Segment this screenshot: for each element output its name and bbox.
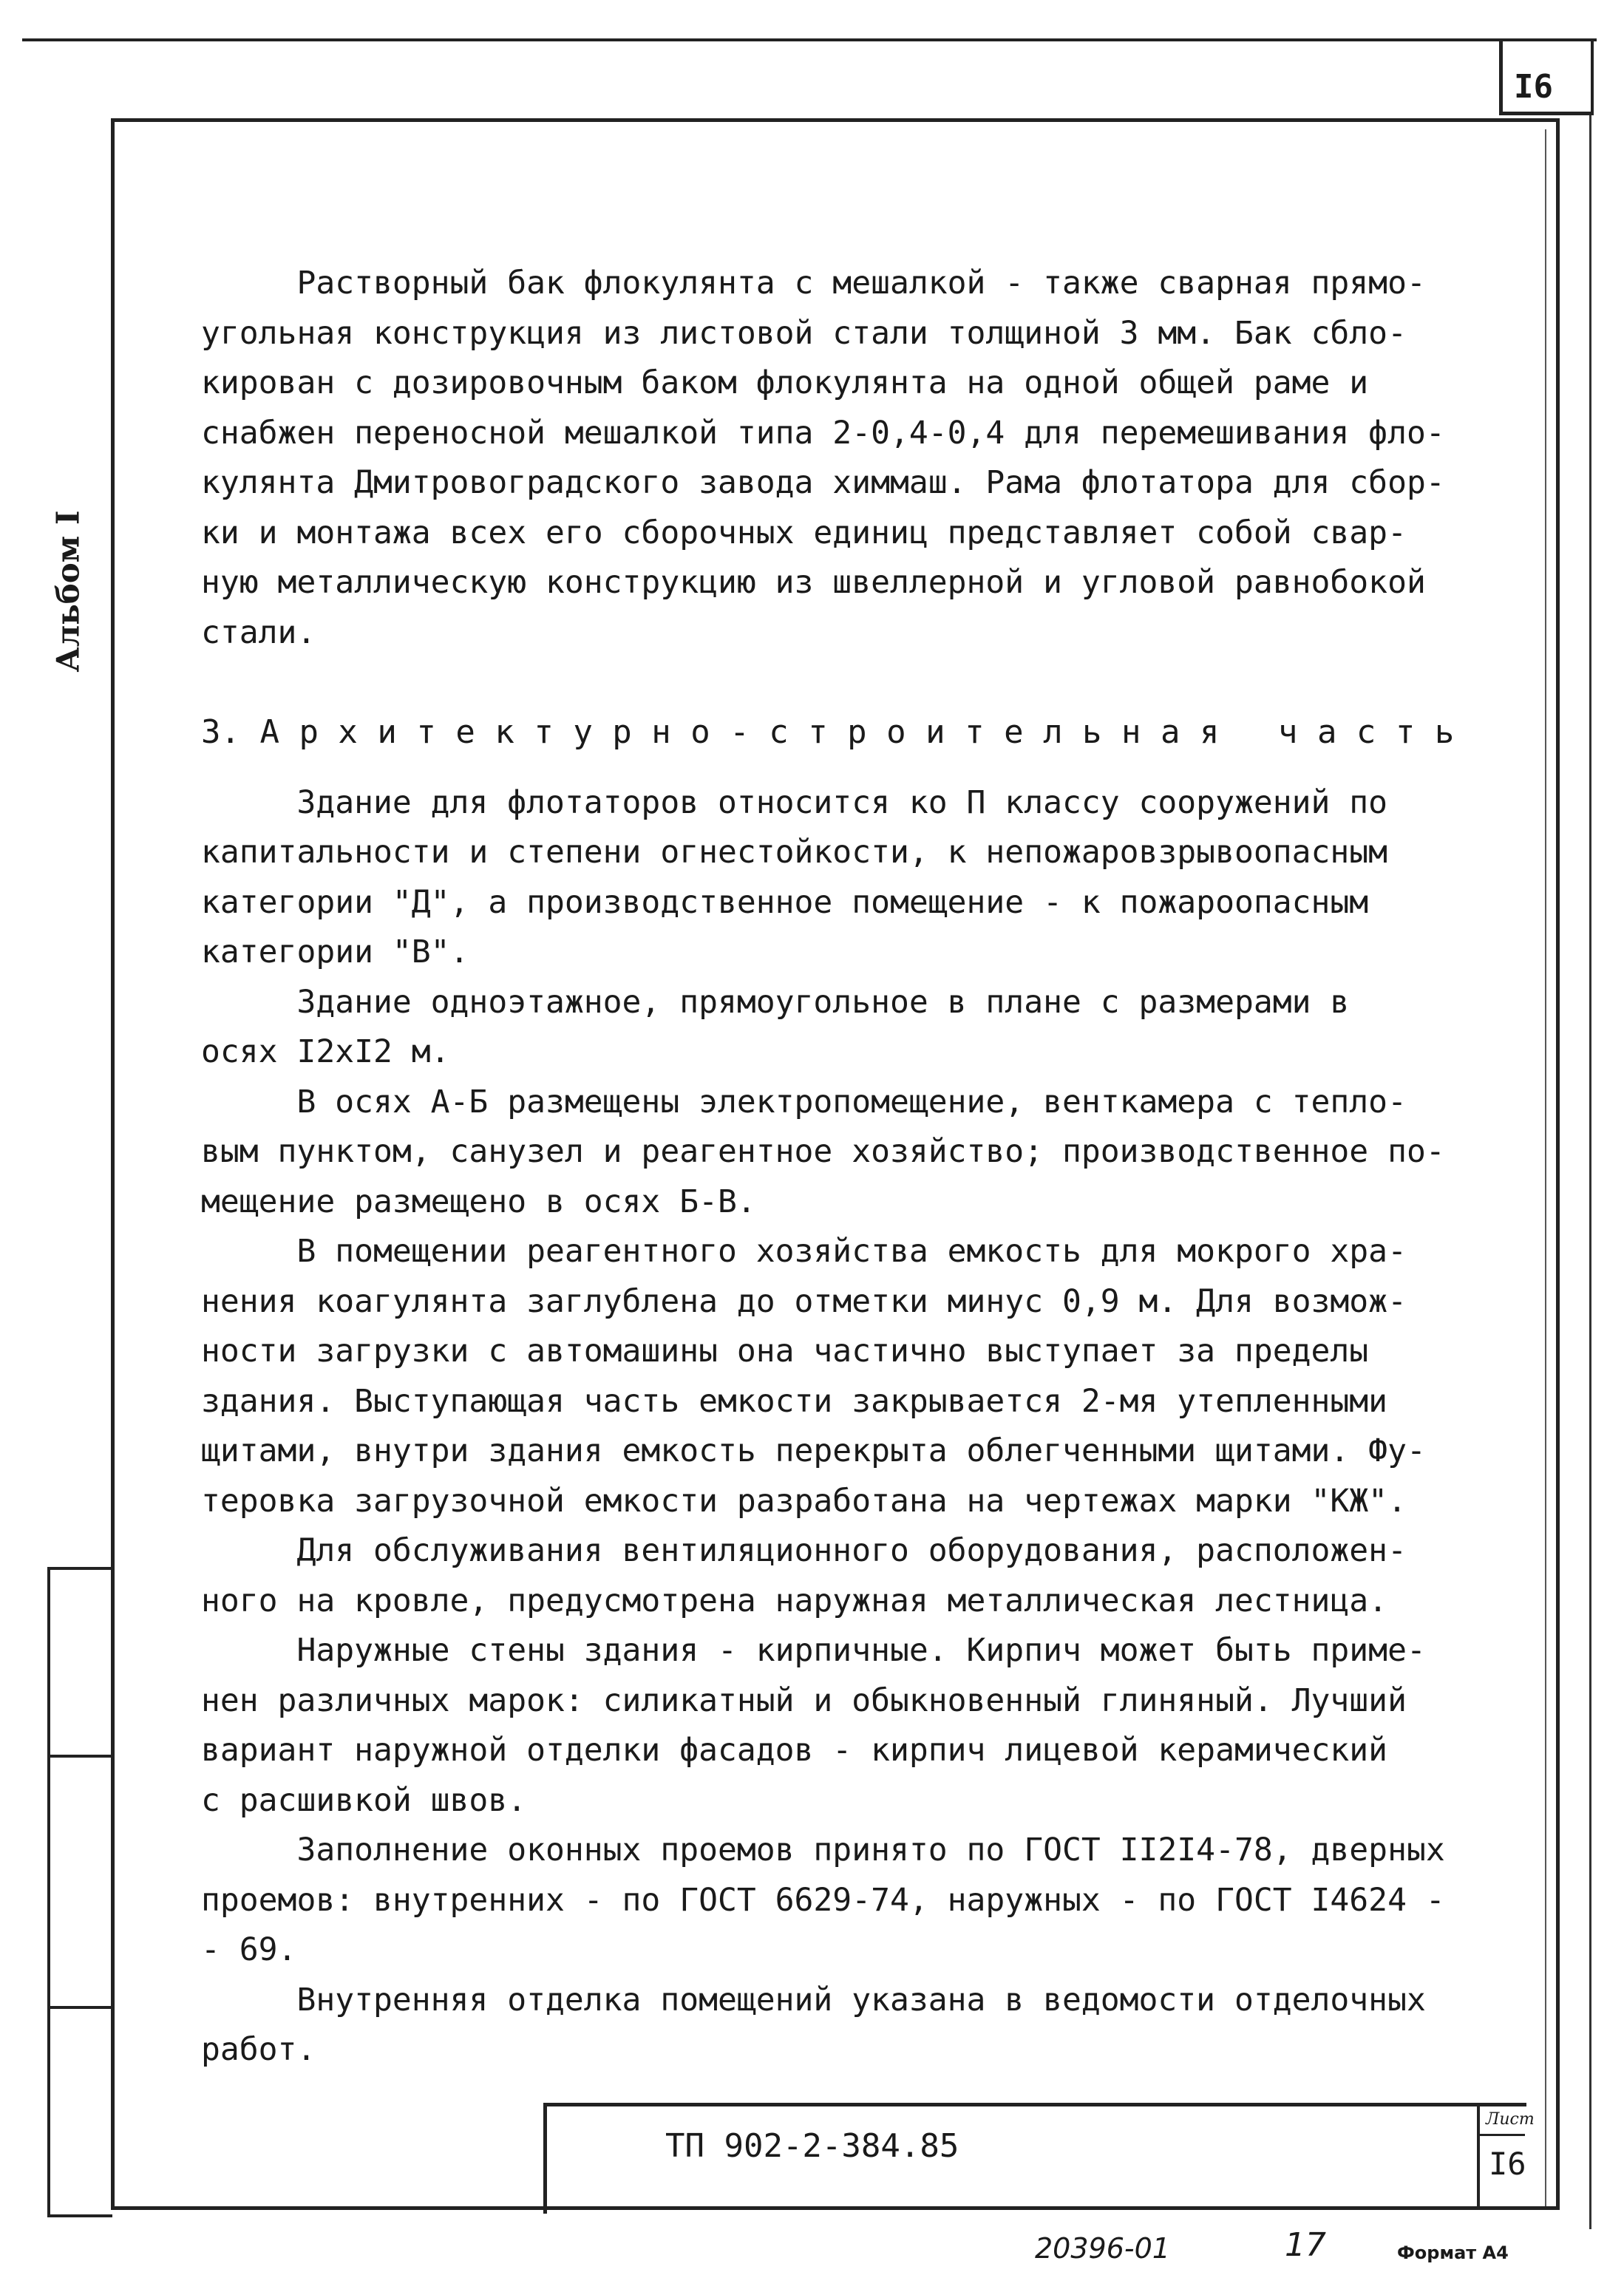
text-line: осях I2хI2 м. — [201, 1033, 450, 1070]
text-line: проемов: внутренних - по ГОСТ 6629-74, наружных - по ГОСТ I4624 - — [201, 1881, 1445, 1919]
text-line: Заполнение оконных проемов принято по ГОСТ II2I4-78, дверных — [201, 1832, 1445, 1868]
text-line: Растворный бак флокулянта с мешалкой - также сварная прямо- — [201, 265, 1426, 302]
text-line: категории "Д", а производственное помещение - к пожароопасным — [201, 883, 1369, 921]
paragraph-building-dimensions — [201, 978, 1532, 1078]
text-line: Наружные стены здания - кирпичные. Кирпич может быть приме- — [201, 1632, 1426, 1669]
page-number: 17 — [1285, 2226, 1326, 2264]
sheet-divider — [1480, 2134, 1525, 2136]
text-line: нен различных марок: силикатный и обыкновенный глиняный. Лучший — [201, 1681, 1407, 1719]
paragraph-exterior-walls — [201, 1626, 1532, 1826]
sheet-number: I6 — [1489, 2146, 1526, 2182]
sheet-label: Лист — [1486, 2110, 1535, 2129]
paragraph-axes-layout — [201, 1078, 1532, 1228]
text-line: Здание для флотаторов относится ко П классу сооружений по — [201, 783, 1388, 821]
text-line: ности загрузки с автомашины она частично выступает за пределы — [201, 1333, 1369, 1370]
sheet-cell — [1477, 2103, 1535, 2206]
text-line: снабжен переносной мешалкой типа 2-0,4-0,4 для перемешивания фло- — [201, 414, 1445, 452]
text-line: В помещении реагентного хозяйства емкость для мокрого хра- — [201, 1233, 1407, 1270]
text-line: капитальности и степени огнестойкости, к непожаровзрывоопасным — [201, 834, 1388, 871]
text-line: угольная конструкция из листовой стали толщиной 3 мм. Бак сбло- — [201, 314, 1407, 352]
text-line: кирован с дозировочным баком флокулянта на одной общей раме и — [201, 364, 1369, 401]
text-line: нения коагулянта заглублена до отметки минус 0,9 м. Для возмож- — [201, 1282, 1407, 1320]
document-body — [201, 259, 1532, 2075]
document-code: ТП 902-2-384.85 — [665, 2127, 959, 2165]
stamp-number: 20396-01 — [1035, 2232, 1170, 2265]
stamp-divider — [50, 1755, 112, 1758]
frame-outer-rule — [1589, 115, 1591, 2229]
text-line: стали. — [201, 613, 316, 651]
side-stamp-column — [47, 1567, 112, 2217]
text-line: Для обслуживания вентиляционного оборудования, расположен- — [201, 1532, 1407, 1569]
paragraph-reagent-storage — [201, 1227, 1532, 1526]
album-label — [38, 488, 98, 695]
paragraph-interior-finish — [201, 1976, 1532, 2075]
text-line: В осях А-Б размещены электропомещение, венткамера с тепло- — [201, 1083, 1407, 1121]
text-line: Здание одноэтажное, прямоугольное в плане с размерами в — [201, 983, 1350, 1021]
top-rule — [22, 38, 1597, 41]
text-line: с расшивкой швов. — [201, 1781, 527, 1819]
text-line: ки и монтажа всех его сборочных единиц представляет собой свар- — [201, 514, 1407, 551]
text-line: - 69. — [201, 1931, 297, 1968]
paragraph-building-class — [201, 778, 1532, 978]
format-label: Формат А4 — [1397, 2242, 1509, 2263]
album-label-text: Альбом I — [50, 510, 86, 673]
paragraph-flocculant-tank — [201, 259, 1532, 658]
paragraph-ventilation-ladder — [201, 1526, 1532, 1626]
text-line: ного на кровле, предусмотрена наружная металлическая лестница. — [201, 1582, 1388, 1619]
text-line: мещение размещено в осях Б-В. — [201, 1183, 756, 1220]
text-line: Внутренняя отделка помещений указана в ведомости отделочных — [201, 1981, 1426, 2019]
corner-page-number: I6 — [1514, 68, 1553, 106]
text-line: вым пунктом, санузел и реагентное хозяйство; производственное по- — [201, 1133, 1445, 1170]
text-line: категории "В". — [201, 934, 469, 970]
stamp-divider — [50, 2006, 112, 2009]
text-line: вариант наружной отделки фасадов - кирпич лицевой керамический — [201, 1732, 1388, 1769]
text-line: теровка загрузочной емкости разработана на чертежах марки "КЖ". — [201, 1482, 1407, 1520]
text-line: кулянта Дмитровоградского завода химмаш. Рама флотатора для сбор- — [201, 464, 1445, 501]
frame-inner-rule — [1545, 129, 1546, 2206]
text-line: работ. — [201, 2031, 316, 2068]
text-line: здания. Выступающая часть емкости закрывается 2-мя утепленными — [201, 1382, 1388, 1420]
text-line: ную металлическую конструкцию из швеллерной и угловой равнобокой — [201, 564, 1426, 601]
section-heading: 3. А р х и т е к т у р н о - с т р о и т е л ь н а я ч а с т ь — [201, 713, 1455, 751]
paragraph-openings — [201, 1826, 1532, 1976]
text-line: щитами, внутри здания емкость перекрыта облегченными щитами. Фу- — [201, 1432, 1426, 1469]
